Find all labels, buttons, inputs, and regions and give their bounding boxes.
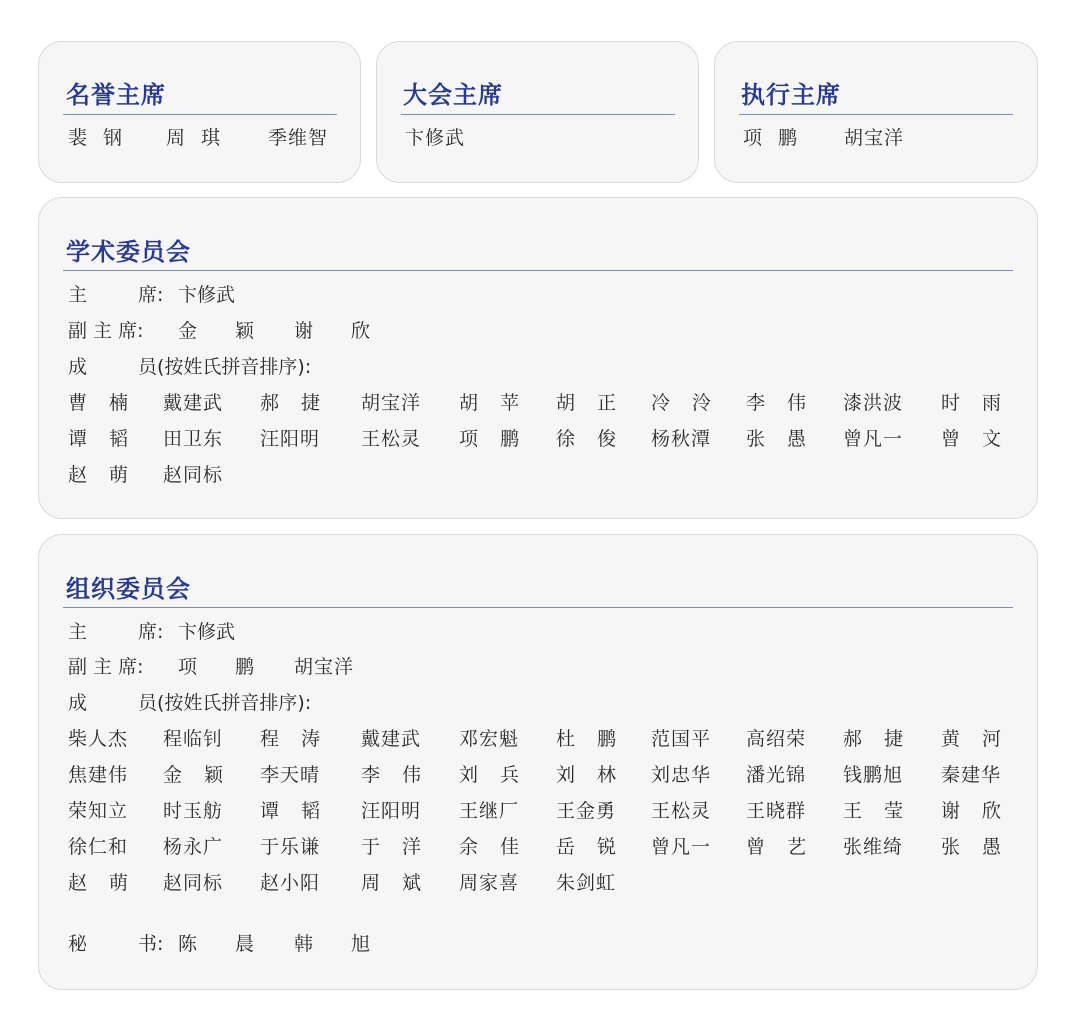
academic-vice-name: 金 颖 xyxy=(178,320,271,342)
academic-member-name: 李 伟 xyxy=(746,392,815,414)
organizing-committee-divider xyxy=(63,607,1013,608)
organizing-member-name: 金 颖 xyxy=(163,764,232,786)
conference-chair-name: 卞修武 xyxy=(405,127,466,149)
organizing-member-name: 周 斌 xyxy=(361,872,430,894)
academic-member-name: 胡 苹 xyxy=(459,392,528,414)
organizing-member-name: 赵 萌 xyxy=(68,872,137,894)
academic-committee-divider xyxy=(63,270,1013,271)
academic-chair-label: 席: xyxy=(138,284,164,306)
academic-member-name: 徐 俊 xyxy=(556,428,625,450)
organizing-chair-name: 卞修武 xyxy=(178,621,236,643)
academic-member-name: 曾 文 xyxy=(941,428,1010,450)
organizing-member-name: 杜 鹏 xyxy=(556,728,625,750)
conference-chair-divider xyxy=(401,114,675,115)
academic-vice-label: 副 主 席: xyxy=(68,320,144,342)
organizing-member-name: 邓宏魁 xyxy=(459,728,520,750)
academic-member-name: 冷 泠 xyxy=(651,392,720,414)
academic-member-name: 郝 捷 xyxy=(260,392,329,414)
organizing-member-name: 徐仁和 xyxy=(68,836,129,858)
academic-member-name: 曾凡一 xyxy=(843,428,904,450)
academic-member-name: 田卫东 xyxy=(163,428,224,450)
organizing-member-name: 刘 兵 xyxy=(459,764,528,786)
organizing-members-label: 员(按姓氏拼音排序): xyxy=(138,692,312,714)
organizing-member-name: 周家喜 xyxy=(459,872,520,894)
honorary-chair-card xyxy=(38,41,361,183)
organizing-member-name: 李天晴 xyxy=(260,764,321,786)
academic-member-name: 项 鹏 xyxy=(459,428,528,450)
organizing-vice-label: 副 主 席: xyxy=(68,656,144,678)
academic-member-name: 赵同标 xyxy=(163,464,224,486)
academic-member-name: 时 雨 xyxy=(941,392,1010,414)
conference-chair-card xyxy=(376,41,699,183)
organizing-member-name: 曾凡一 xyxy=(651,836,712,858)
executive-chair-divider xyxy=(739,114,1013,115)
organizing-secretary-label: 书: xyxy=(138,933,164,955)
organizing-member-name: 汪阳明 xyxy=(361,800,422,822)
organizing-member-name: 刘忠华 xyxy=(651,764,712,786)
organizing-member-name: 岳 锐 xyxy=(556,836,625,858)
academic-member-name: 王松灵 xyxy=(361,428,422,450)
organizing-member-name: 王晓群 xyxy=(746,800,807,822)
organizing-member-name: 李 伟 xyxy=(361,764,430,786)
honorary-chair-title: 名誉主席 xyxy=(66,81,166,109)
organizing-member-name: 谢 欣 xyxy=(941,800,1010,822)
academic-member-name: 胡宝洋 xyxy=(361,392,422,414)
organizing-member-name: 王松灵 xyxy=(651,800,712,822)
honorary-chair-name: 季维智 xyxy=(268,127,329,149)
organizing-member-name: 高绍荣 xyxy=(746,728,807,750)
organizing-member-name: 谭 韬 xyxy=(260,800,329,822)
organizing-member-name: 郝 捷 xyxy=(843,728,912,750)
organizing-member-name: 范国平 xyxy=(651,728,712,750)
organizing-members-label: 成 xyxy=(68,692,88,714)
organizing-member-name: 钱鹏旭 xyxy=(843,764,904,786)
organizing-member-name: 朱剑虹 xyxy=(556,872,617,894)
executive-chair-title: 执行主席 xyxy=(741,81,841,109)
organizing-chair-label: 席: xyxy=(138,621,164,643)
organizing-member-name: 余 佳 xyxy=(459,836,528,858)
executive-chair-name: 胡宝洋 xyxy=(844,127,905,149)
organizing-member-name: 戴建武 xyxy=(361,728,422,750)
organizing-member-name: 荣知立 xyxy=(68,800,129,822)
organizing-member-name: 潘光锦 xyxy=(746,764,807,786)
organizing-member-name: 柴人杰 xyxy=(68,728,129,750)
academic-member-name: 胡 正 xyxy=(556,392,625,414)
organizing-member-name: 王继厂 xyxy=(459,800,520,822)
honorary-chair-name: 周 琪 xyxy=(166,127,226,149)
academic-members-label: 成 xyxy=(68,356,88,378)
academic-member-name: 戴建武 xyxy=(163,392,224,414)
academic-member-name: 漆洪波 xyxy=(843,392,904,414)
organizing-member-name: 张维绮 xyxy=(843,836,904,858)
organizing-member-name: 曾 艺 xyxy=(746,836,815,858)
organizing-committee-title: 组织委员会 xyxy=(66,575,191,603)
academic-committee-title: 学术委员会 xyxy=(66,238,191,266)
organizing-member-name: 焦建伟 xyxy=(68,764,129,786)
organizing-member-name: 赵小阳 xyxy=(260,872,321,894)
organizing-chair-label: 主 xyxy=(68,621,88,643)
organizing-member-name: 刘 林 xyxy=(556,764,625,786)
academic-member-name: 谭 韬 xyxy=(68,428,137,450)
academic-chair-name: 卞修武 xyxy=(178,284,236,306)
organizing-member-name: 赵同标 xyxy=(163,872,224,894)
organizing-secretary-label: 秘 xyxy=(68,933,88,955)
academic-member-name: 曹 楠 xyxy=(68,392,137,414)
organizing-member-name: 王金勇 xyxy=(556,800,617,822)
organizing-member-name: 秦建华 xyxy=(941,764,1002,786)
academic-member-name: 张 愚 xyxy=(746,428,815,450)
organizing-member-name: 程临钊 xyxy=(163,728,224,750)
academic-chair-label: 主 xyxy=(68,284,88,306)
organizing-member-name: 于 洋 xyxy=(361,836,430,858)
executive-chair-name: 项 鹏 xyxy=(743,127,803,149)
academic-member-name: 汪阳明 xyxy=(260,428,321,450)
organizing-vice-name: 胡宝洋 xyxy=(294,656,355,678)
organizing-vice-name: 项 鹏 xyxy=(178,656,271,678)
organizing-member-name: 王 莹 xyxy=(843,800,912,822)
organizing-member-name: 黄 河 xyxy=(941,728,1010,750)
academic-members-label: 员(按姓氏拼音排序): xyxy=(138,356,312,378)
organizing-member-name: 程 涛 xyxy=(260,728,329,750)
organizing-member-name: 时玉舫 xyxy=(163,800,224,822)
organizing-member-name: 于乐谦 xyxy=(260,836,321,858)
organizing-member-name: 张 愚 xyxy=(941,836,1010,858)
honorary-chair-name: 裴 钢 xyxy=(68,127,128,149)
academic-member-name: 赵 萌 xyxy=(68,464,137,486)
conference-chair-title: 大会主席 xyxy=(403,81,503,109)
organizing-secretary-name: 陈 晨 xyxy=(178,933,271,955)
executive-chair-card xyxy=(714,41,1038,183)
organizing-secretary-name: 韩 旭 xyxy=(294,933,387,955)
organizing-member-name: 杨永广 xyxy=(163,836,224,858)
academic-vice-name: 谢 欣 xyxy=(294,320,387,342)
academic-member-name: 杨秋潭 xyxy=(651,428,712,450)
honorary-chair-divider xyxy=(63,114,337,115)
